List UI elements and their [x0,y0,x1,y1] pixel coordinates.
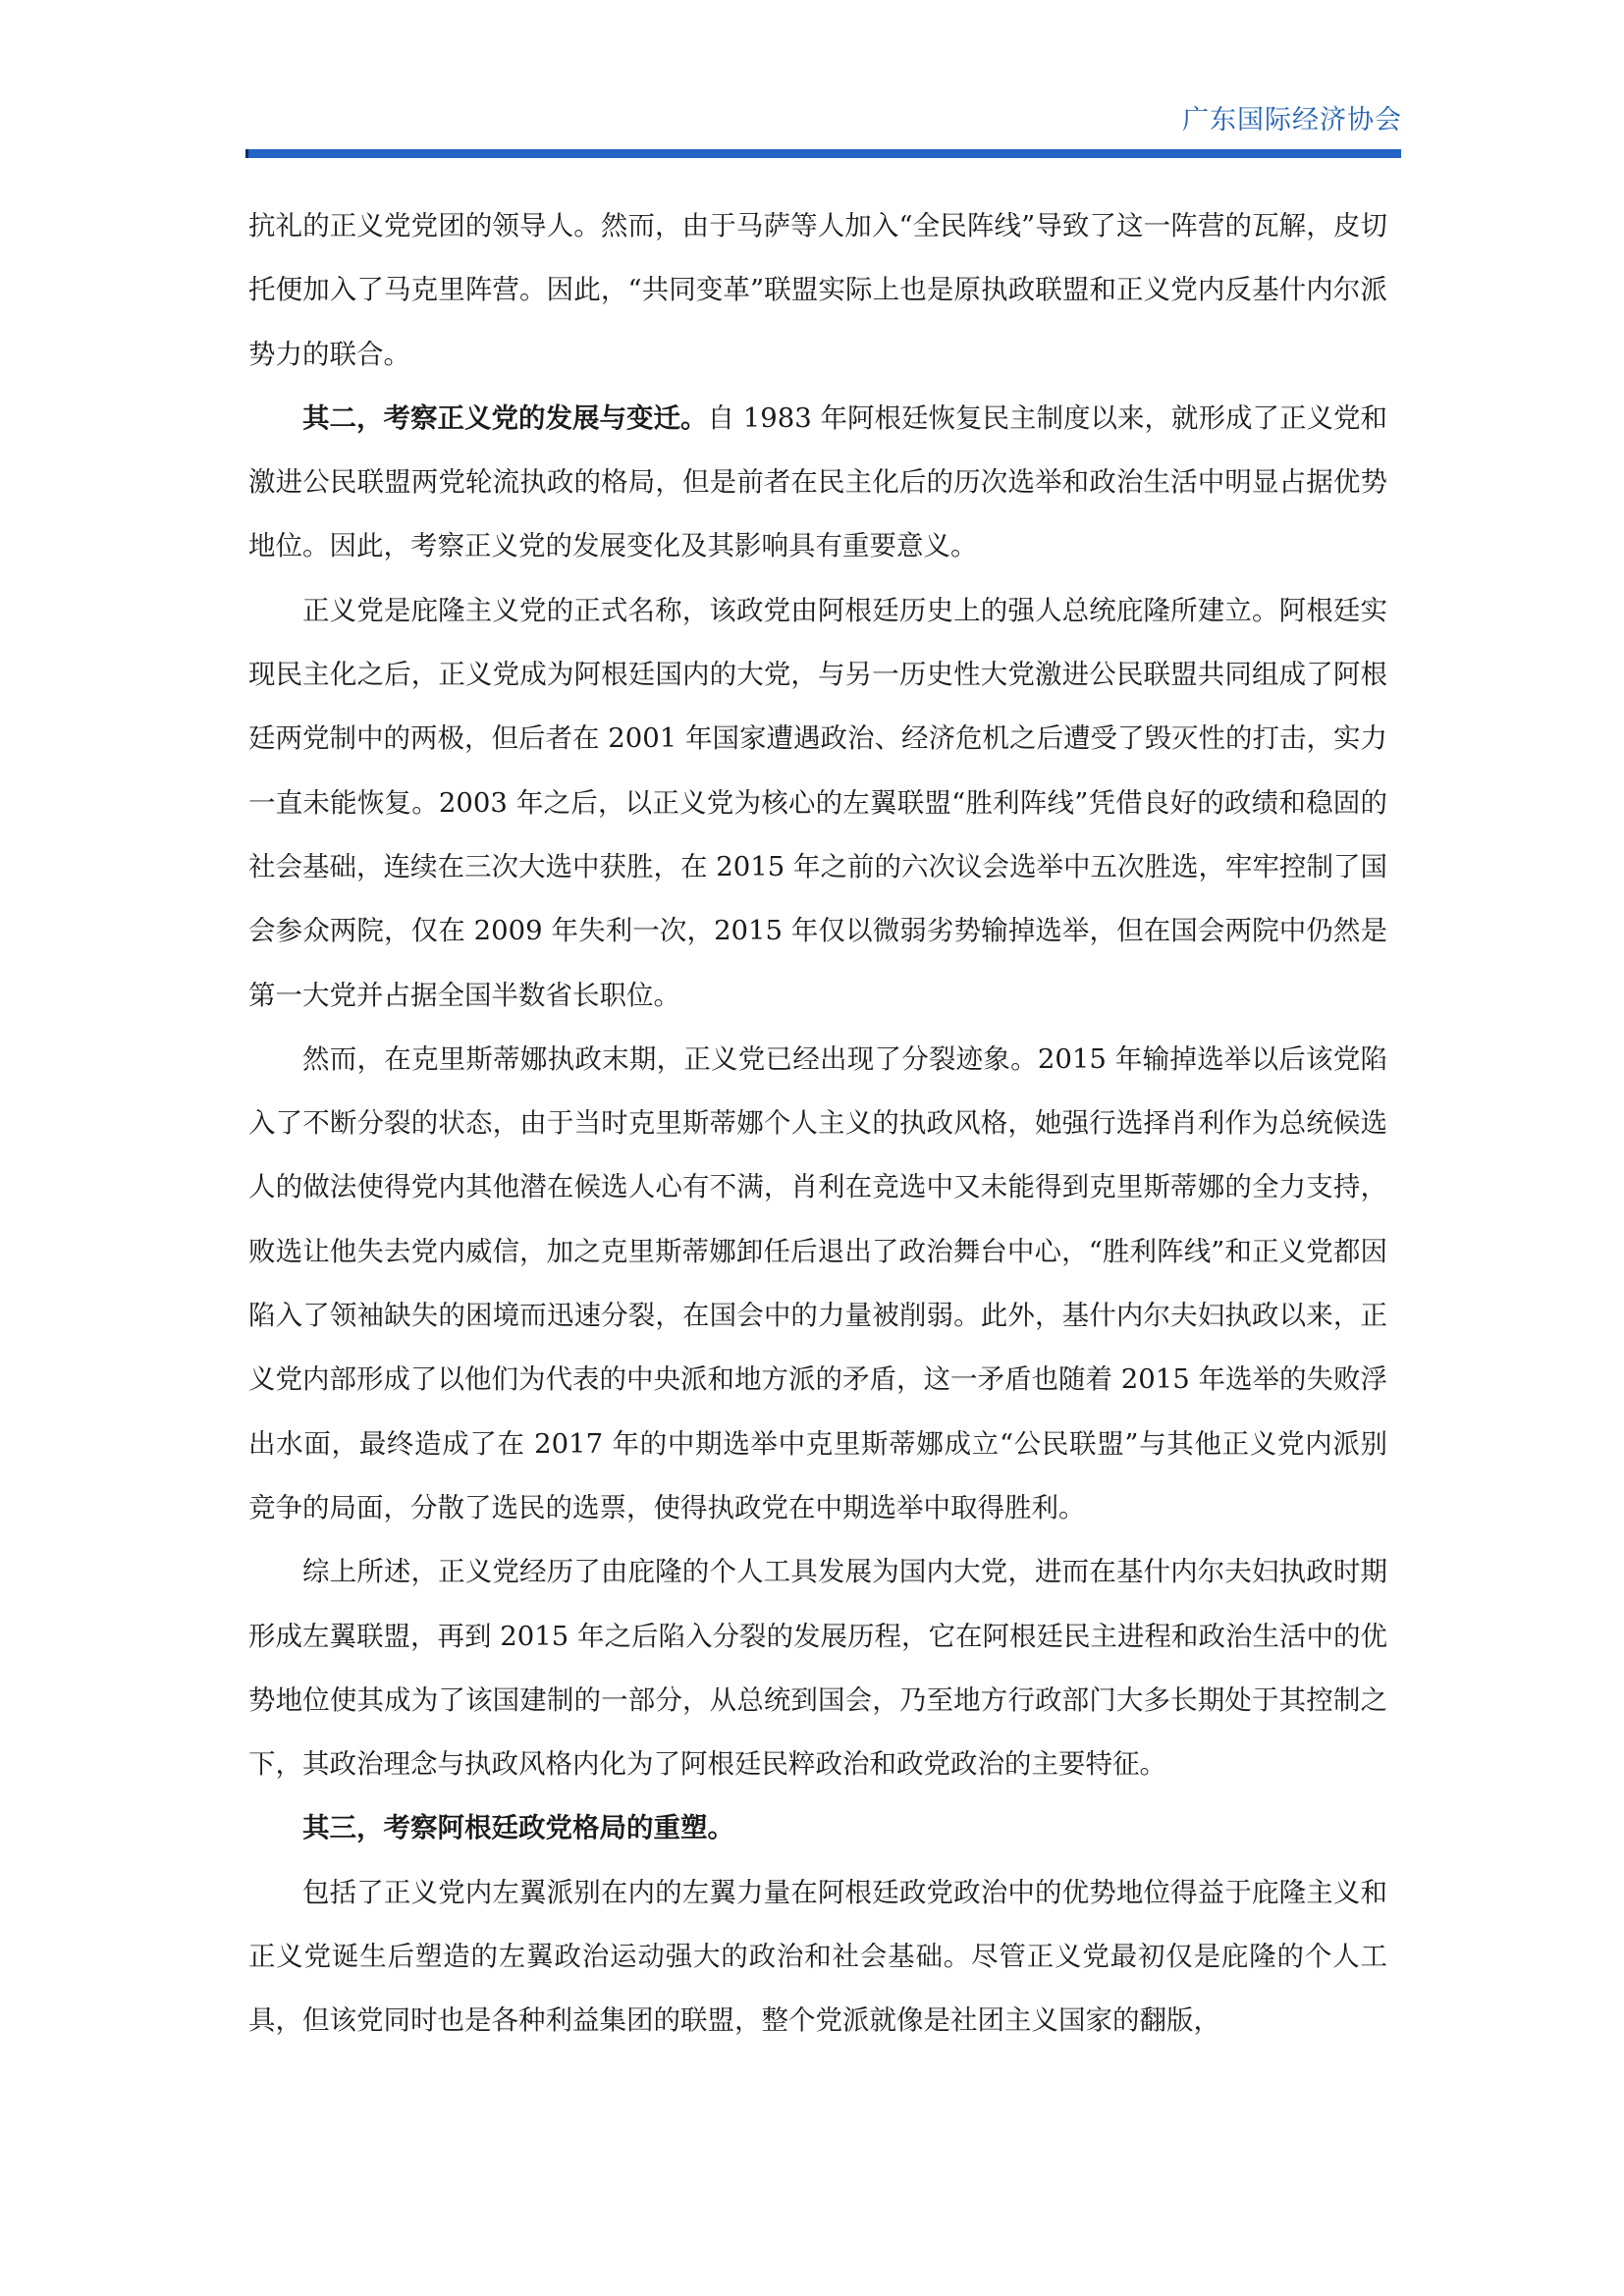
paragraph-7 [248,1861,1387,2054]
paragraph-text: 包括了正义党内左翼派别在内的左翼力量在阿根廷政党政治中的优势地位得益于庇隆主义和正义党诞生后塑造的左翼政治运动强大的政治和社会基础。尽管正义党最初仅是庇隆的个人工具，但该党同时也是各种利益集团的联盟，整个党派就像是社团主义国家的翻版， [248,1876,1387,2037]
paragraph-2 [248,387,1387,579]
paragraph-3 [248,579,1387,1028]
paragraph-text: 自 1983 年阿根廷恢复民主制度以来，就形成了正义党和激进公民联盟两党轮流执政的格局，但是前者在民主化后的历次选举和政治生活中明显占据优势地位。因此，考察正义党的发展变化及其影响具有重要意义。 [248,401,1388,562]
section-heading: 其三，考察阿根廷政党格局的重塑。 [302,1812,734,1844]
paragraph-text: 抗礼的正义党党团的领导人。然而，由于马萨等人加入“全民阵线”导致了这一阵营的瓦解，皮切托便加入了马克里阵营。因此，“共同变革”联盟实际上也是原执政联盟和正义党内反基什内尔派势力的联合。 [248,210,1387,370]
paragraph-1 [248,194,1387,387]
paragraph-5 [248,1540,1387,1796]
paragraph-text: 综上所述，正义党经历了由庇隆的个人工具发展为国内大党，进而在基什内尔夫妇执政时期形成左翼联盟，再到 2015 年之后陷入分裂的发展历程，它在阿根廷民主进程和政治生活中的优势地位使其成为了该国建制的一部分，从总统到国会，乃至地方行政部门大多长期处于其控制之下，其政治理念与执政风格内化为了阿根廷民粹政治和政党政治的主要特征。 [248,1556,1387,1781]
paragraph-text: 正义党是庇隆主义党的正式名称，该政党由阿根廷历史上的强人总统庇隆所建立。阿根廷实现民主化之后，正义党成为阿根廷国内的大党，与另一历史性大党激进公民联盟共同组成了阿根廷两党制中的两极，但后者在 2001 年国家遭遇政治、经济危机之后遭受了毁灭性的打击，实力一直未能恢复。2003 年之后，以正义党为核心的左翼联盟“胜利阵线”凭借良好的政绩和稳固的社会基础，连续在三次大选中获胜，在 2015 年之前的六次议会选举中五次胜选，牢牢控制了国会参众两院，仅在 2009 年失利一次，2015 年仅以微弱劣势输掉选举，但在国会两院中仍然是第一大党并占据全国半数省长职位。 [248,594,1387,1011]
paragraph-4 [248,1028,1387,1540]
paragraph-6 [248,1796,1387,1860]
document-body [248,194,1387,2054]
header-rule [245,149,1401,158]
header-title: 广东国际经济协会 [1182,105,1402,135]
paragraph-text: 然而，在克里斯蒂娜执政末期，正义党已经出现了分裂迹象。2015 年输掉选举以后该党陷入了不断分裂的状态，由于当时克里斯蒂娜个人主义的执政风格，她强行选择肖利作为总统候选人的做法使得党内其他潜在候选人心有不满，肖利在竞选中又未能得到克里斯蒂娜的全力支持，败选让他失去党内威信，加之克里斯蒂娜卸任后退出了政治舞台中心，“胜利阵线”和正义党都因陷入了领袖缺失的困境而迅速分裂，在国会中的力量被削弱。此外，基什内尔夫妇执政以来，正义党内部形成了以他们为代表的中央派和地方派的矛盾，这一矛盾也随着 2015 年选举的失败浮出水面，最终造成了在 2017 年的中期选举中克里斯蒂娜成立“公民联盟”与其他正义党内派别竞争的局面，分散了选民的选票，使得执政党在中期选举中取得胜利。 [248,1042,1387,1523]
section-heading: 其二，考察正义党的发展与变迁。 [302,401,708,434]
